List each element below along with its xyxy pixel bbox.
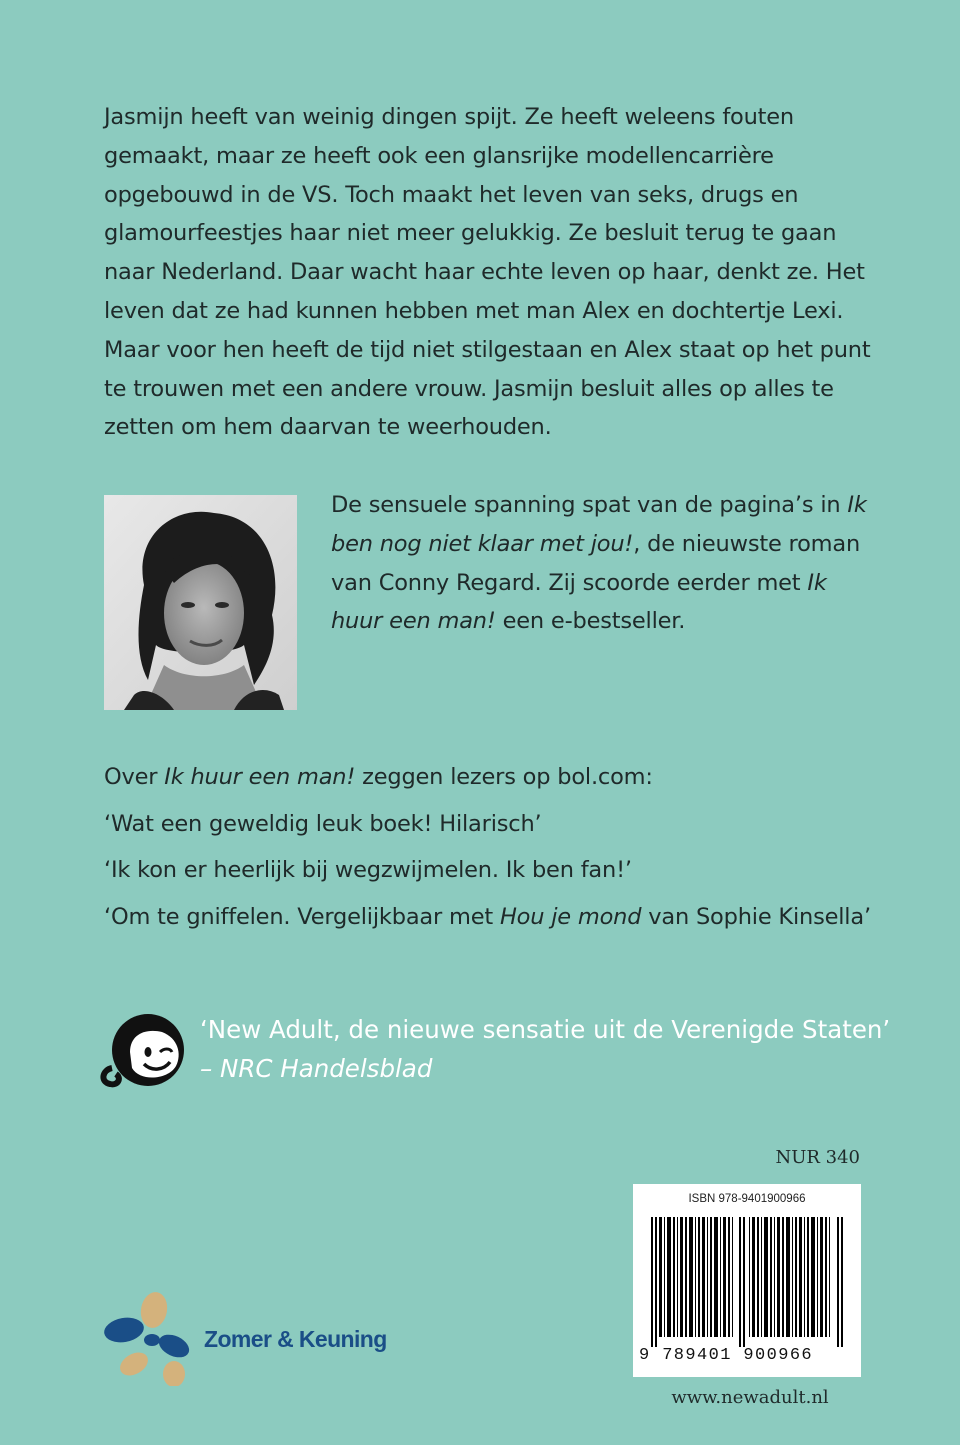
author-text-part1: De sensuele spanning spat van de pagina’s in [331,492,848,518]
author-photo [104,495,297,710]
book-title-current: Ik ben nog niet klaar met jou! [331,492,867,557]
website-url: www.newadult.nl [671,1387,829,1408]
back-cover-blurb: Jasmijn heeft van weinig dingen spijt. Ze heeft weleens fouten gemaakt, maar ze heeft ook een glansrijke modellencarrière opgebouwd in de VS. Toch maakt het leven van seks, drugs en glamourfeestjes haar niet meer gelukkig. Ze besluit terug te gaan naar Nederland. Daar wacht haar echte leven op haar, denkt ze. Het leven dat ze had kunnen hebben met man Alex en dochtertje Lexi. Maar voor hen heeft de tijd niet stilgestaan en Alex staat op het punt te trouwen met een andere vrouw. Jasmijn besluit alles op alles te zetten om hem daarvan te weerhouden. [104,104,871,441]
publisher-flower-logo-icon [102,1290,192,1386]
barcode-icon [651,1217,843,1347]
review-quote-3-prefix: ‘Om te gniffelen. Vergelijkbaar met [104,903,500,930]
barcode-box [633,1184,861,1377]
reviews-intro-suffix: zeggen lezers op bol.com: [355,764,653,790]
reviews-intro-title: Ik huur een man! [164,764,356,790]
review-quote-2: ‘Ik kon er heerlijk bij wegzwijmelen. Ik ben fan!’ [104,857,632,883]
review-quote-1: ‘Wat een geweldig leuk boek! Hilarisch’ [104,810,542,837]
press-quote [200,1010,900,1088]
reviews-intro-prefix: Over [104,764,165,790]
author-portrait-image [104,495,297,710]
author-text-part3: een e-bestseller. [495,608,686,635]
publisher-name: Zomer & Keuning [204,1326,387,1352]
review-quote-3-title: Hou je mond [499,903,642,930]
isbn-number: ISBN 978-9401900966 [688,1193,806,1205]
press-quote-text: ‘New Adult, de nieuwe sensatie uit de Verenigde Staten’ [200,1015,891,1044]
author-description [331,486,871,641]
press-quote-source: – NRC Handelsblad [200,1054,433,1083]
nur-code: NUR 340 [775,1147,860,1168]
review-quote-3 [104,898,904,945]
review-quote-3-suffix: van Sophie Kinsella’ [641,903,871,930]
reviews-intro [104,758,904,805]
reader-reviews [104,758,904,944]
barcode-number: 9 789401 900966 [639,1346,814,1365]
author-text-part2: , de nieuwste roman van Conny Regard. Zij scoorde eerder met [331,530,861,596]
new-adult-face-logo-icon [100,1012,190,1088]
book-title-previous: Ik huur een man! [331,569,827,635]
